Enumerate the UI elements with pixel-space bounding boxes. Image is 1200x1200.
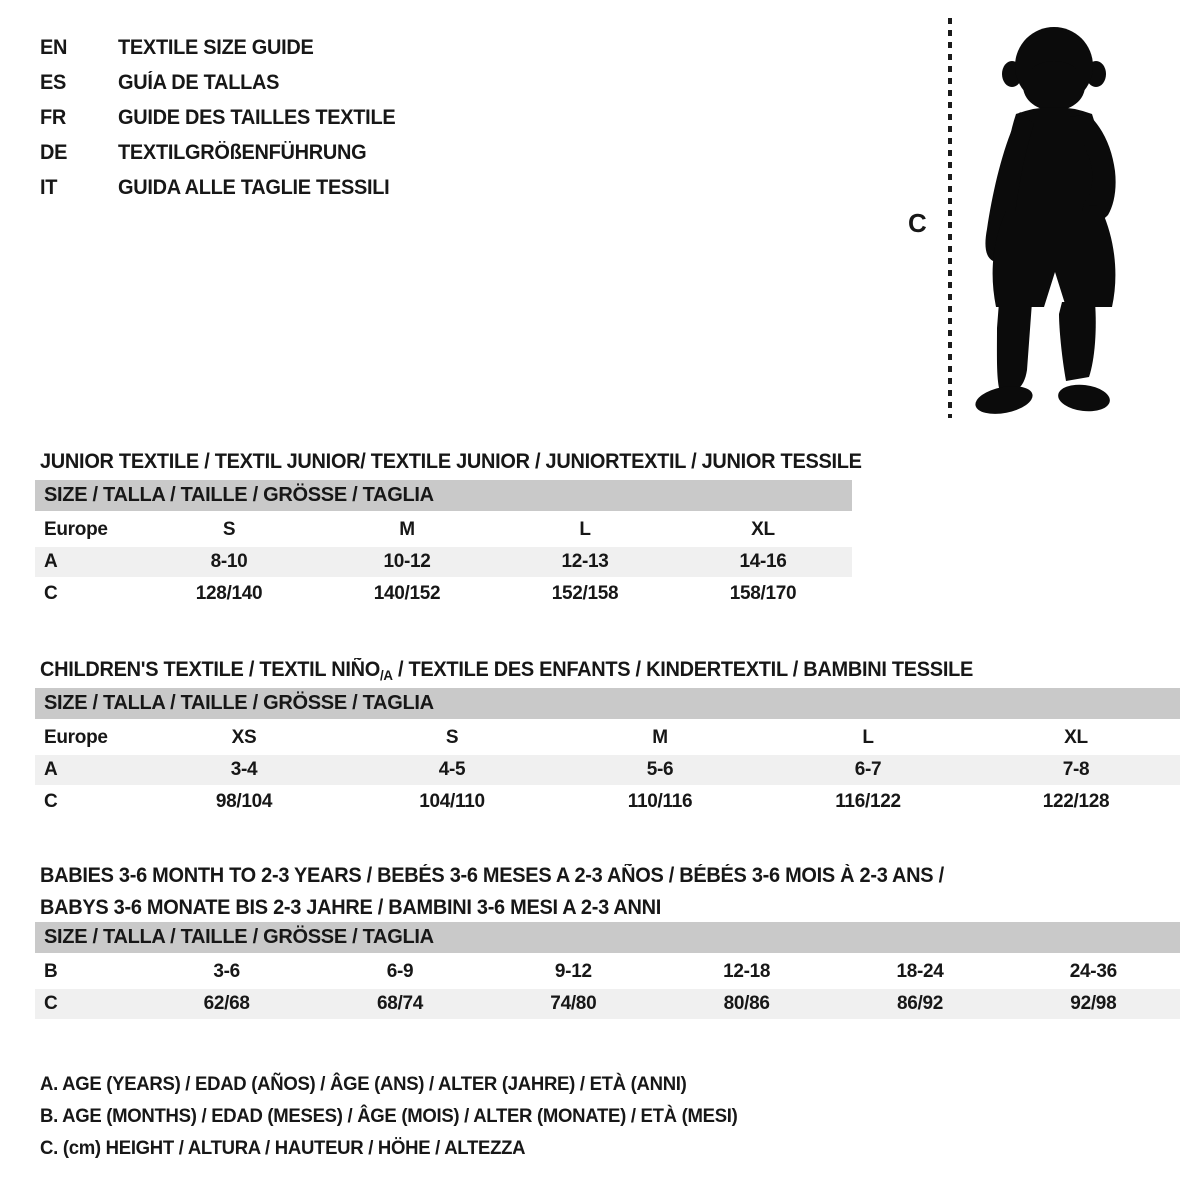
table-cell: S [222, 519, 236, 540]
language-title: TEXTILGRÖßENFÜHRUNG [118, 141, 367, 164]
table-cell: 152/158 [551, 583, 619, 604]
table-cell: 10-12 [383, 551, 431, 572]
row-label: A [44, 759, 58, 780]
table-cell: L [579, 519, 591, 540]
size-header-bar: SIZE / TALLA / TAILLE / GRÖSSE / TAGLIA [35, 922, 1180, 953]
table-row-height [35, 989, 1180, 1019]
table-cell: 122/128 [1042, 791, 1110, 812]
table-cell: 80/86 [723, 993, 770, 1014]
height-measure-label: C [908, 208, 927, 238]
table-cell: 12-13 [561, 551, 609, 572]
table-cell: XL [751, 519, 775, 540]
section-title-babies-line1: BABIES 3-6 MONTH TO 2-3 YEARS / BEBÉS 3-6 MESES A 2-3 AÑOS / BÉBÉS 3-6 MOIS À 2-3 ANS / [40, 864, 944, 888]
footnote-height: C. (cm) HEIGHT / ALTURA / HAUTEUR / HÖHE / ALTEZZA [40, 1137, 526, 1159]
table-row-height [35, 579, 852, 609]
table-cell: 128/140 [195, 583, 263, 604]
table-cell: 8-10 [210, 551, 248, 572]
footnote-age-years: A. AGE (YEARS) / EDAD (AÑOS) / ÂGE (ANS) / ALTER (JAHRE) / ETÀ (ANNI) [40, 1073, 687, 1095]
section-title-junior: JUNIOR TEXTILE / TEXTIL JUNIOR/ TEXTILE JUNIOR / JUNIORTEXTIL / JUNIOR TESSILE [40, 450, 862, 474]
table-cell: 6-7 [854, 759, 882, 780]
babies-size-table [35, 922, 1180, 1021]
size-header-bar: SIZE / TALLA / TAILLE / GRÖSSE / TAGLIA [35, 688, 1180, 719]
table-cell: 98/104 [215, 791, 273, 812]
table-cell: 18-24 [896, 961, 944, 982]
table-cell: 158/170 [729, 583, 797, 604]
language-row [40, 100, 410, 135]
language-code: EN [40, 36, 68, 59]
baby-silhouette-image [962, 14, 1140, 422]
row-label: C [44, 993, 58, 1014]
footnote-age-months: B. AGE (MONTHS) / EDAD (MESES) / ÂGE (MOIS) / ALTER (MONATE) / ETÀ (MESI) [40, 1105, 738, 1127]
table-row-height [35, 787, 1180, 817]
table-row-age [35, 755, 1180, 785]
legend-footnotes [40, 1068, 774, 1164]
section-title-children-sub: /A [379, 667, 393, 684]
section-title-babies-line2: BABYS 3-6 MONATE BIS 2-3 JAHRE / BAMBINI 3-6 MESI A 2-3 ANNI [40, 896, 662, 920]
table-row-europe [35, 515, 852, 545]
row-label: Europe [44, 519, 108, 540]
table-cell: 62/68 [203, 993, 250, 1014]
table-cell: 92/98 [1070, 993, 1117, 1014]
language-header [40, 30, 410, 205]
language-row [40, 30, 410, 65]
language-code: ES [40, 71, 67, 94]
language-row [40, 170, 410, 205]
language-code: DE [40, 141, 68, 164]
table-row-europe [35, 723, 1180, 753]
language-title: GUÍA DE TALLAS [118, 71, 280, 94]
table-cell: 104/110 [419, 791, 485, 812]
row-label: C [44, 583, 58, 604]
table-cell: 6-9 [386, 961, 414, 982]
table-cell: 3-6 [213, 961, 240, 982]
table-cell: 24-36 [1069, 961, 1117, 982]
children-size-table [35, 688, 1180, 819]
table-cell: 110/116 [627, 791, 693, 812]
language-title: GUIDA ALLE TAGLIE TESSILI [118, 176, 390, 199]
size-header-bar: SIZE / TALLA / TAILLE / GRÖSSE / TAGLIA [35, 480, 852, 511]
row-label: Europe [44, 727, 108, 748]
table-cell: S [445, 727, 459, 748]
language-code: FR [40, 106, 67, 129]
table-cell: 12-18 [723, 961, 771, 982]
table-cell: XS [231, 727, 257, 748]
section-title-children-post: / TEXTILE DES ENFANTS / KINDERTEXTIL / BAMBINI TESSILE [392, 658, 974, 682]
table-cell: 86/92 [896, 993, 944, 1014]
junior-size-table [35, 480, 852, 611]
table-cell: 140/152 [373, 583, 441, 604]
language-row [40, 135, 410, 170]
table-cell: 3-4 [230, 759, 258, 780]
table-cell: 116/122 [835, 791, 901, 812]
section-title-children-pre: CHILDREN'S TEXTILE / TEXTIL NIÑO [40, 658, 380, 682]
table-cell: 74/80 [550, 993, 597, 1014]
language-code: IT [40, 176, 58, 199]
table-row-age [35, 547, 852, 577]
table-cell: 5-6 [646, 759, 674, 780]
row-label: C [44, 791, 58, 812]
table-cell: 7-8 [1062, 759, 1090, 780]
table-cell: XL [1064, 727, 1088, 748]
row-label: B [44, 961, 58, 982]
table-cell: M [652, 727, 668, 748]
language-title: GUIDE DES TAILLES TEXTILE [118, 106, 396, 129]
table-cell: 14-16 [739, 551, 787, 572]
section-title-children [40, 658, 973, 683]
table-cell: 68/74 [376, 993, 424, 1014]
table-cell: 9-12 [554, 961, 592, 982]
table-cell: 4-5 [438, 759, 466, 780]
table-cell: M [399, 519, 415, 540]
row-label: A [44, 551, 58, 572]
language-row [40, 65, 410, 100]
height-dotted-line [948, 18, 952, 418]
language-title: TEXTILE SIZE GUIDE [118, 36, 314, 59]
table-row-months [35, 957, 1180, 987]
table-cell: L [862, 727, 874, 748]
